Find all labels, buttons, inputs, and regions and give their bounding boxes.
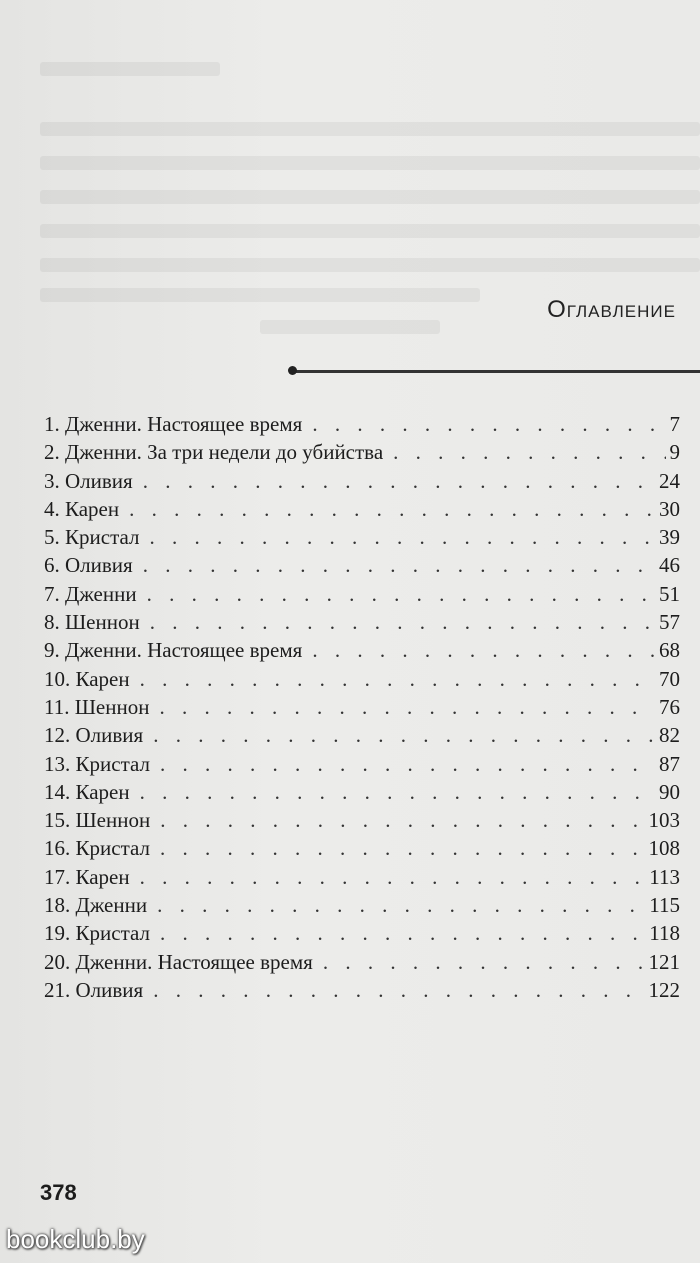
toc-dot-leader [312,636,655,664]
toc-entry [44,891,680,919]
toc-entry-title: 12. Оливия [44,723,144,748]
toc-entry-title: 14. Карен [44,779,130,804]
toc-entry [44,580,680,608]
toc-entry [44,495,680,523]
toc-entry-page: 76 [659,694,680,719]
toc-entry-title: 7. Дженни [44,581,137,606]
toc-dot-leader [160,834,645,862]
toc-entry-title: 5. Кристал [44,525,140,550]
toc-entry-page: 9 [669,440,680,465]
toc-dot-leader [159,693,655,721]
toc-entry-title: 20. Дженни. Настоящее время [44,949,313,974]
toc-entry [44,693,680,721]
toc-entry [44,523,680,551]
toc-entry-title: 1. Дженни. Настоящее время [44,412,303,436]
page-number: 378 [40,1180,77,1205]
toc-dot-leader [150,608,655,636]
toc-entry [44,636,680,664]
toc-entry-page: 57 [659,610,680,635]
watermark: bookclub.by [6,1223,145,1254]
toc-entry-page: 82 [659,723,680,748]
toc-entry-page: 103 [648,808,680,833]
bleed-through-line [40,122,700,136]
toc-entry [44,665,680,693]
toc-dot-leader [312,410,665,438]
toc-dot-leader [149,523,655,551]
toc-entry [44,608,680,636]
toc-entry-page: 87 [659,751,680,776]
toc-dot-leader [147,580,655,608]
toc-entry-page: 70 [659,666,680,691]
toc-entry [44,806,680,834]
toc-entry-page: 113 [649,864,680,889]
bleed-through-line [40,156,700,170]
toc-entry [44,438,680,466]
toc-entry-title: 18. Дженни [44,893,148,918]
toc-entry-title: 9. Дженни. Настоящее время [44,638,303,663]
toc-entry [44,919,680,947]
title-rule-dot [288,366,297,375]
toc-entry-title: 2. Дженни. За три недели до убийства [44,440,384,465]
table-of-contents [44,410,680,1004]
toc-dot-leader [143,551,655,579]
toc-entry [44,976,680,1004]
title-rule [290,370,700,373]
toc-entry [44,551,680,579]
toc-entry-title: 11. Шеннон [44,694,150,719]
toc-dot-leader [323,948,645,976]
toc-entry-page: 39 [659,525,680,550]
toc-entry-page: 51 [659,581,680,606]
toc-entry-title: 6. Оливия [44,553,133,578]
toc-entry [44,778,680,806]
toc-entry [44,410,680,438]
bleed-through-line [40,190,700,204]
toc-entry-page: 90 [659,779,680,804]
toc-entry [44,834,680,862]
toc-entry-title: 17. Карен [44,864,130,889]
toc-dot-leader [153,976,644,1004]
toc-entry-title: 21. Оливия [44,977,144,1002]
toc-entry [44,721,680,749]
toc-entry [44,948,680,976]
bleed-through-line [40,62,220,76]
toc-entry-page: 30 [659,496,680,521]
bleed-through-line [40,288,480,302]
toc-entry-title: 3. Оливия [44,468,133,493]
toc-entry-title: 4. Карен [44,496,120,521]
toc-entry-page: 118 [649,921,680,946]
toc-entry-page: 115 [649,893,680,918]
toc-entry-title: 15. Шеннон [44,808,151,833]
toc-dot-leader [140,665,655,693]
toc-entry [44,467,680,495]
toc-entry-page: 68 [659,638,680,663]
toc-entry [44,863,680,891]
toc-entry-page: 122 [648,977,680,1002]
toc-dot-leader [160,806,644,834]
toc-dot-leader [393,438,665,466]
toc-dot-leader [140,863,646,891]
toc-dot-leader [140,778,655,806]
bleed-through-line [260,320,440,334]
bleed-through-line [40,224,700,238]
toc-entry-title: 19. Кристал [44,921,150,946]
toc-dot-leader [153,721,655,749]
toc-dot-leader [160,750,655,778]
toc-entry-title: 10. Карен [44,666,130,691]
toc-dot-leader [157,891,645,919]
toc-entry-page: 108 [648,836,680,861]
toc-entry-title: 8. Шеннон [44,610,140,635]
toc-entry-title: 13. Кристал [44,751,150,776]
toc-dot-leader [143,467,655,495]
bleed-through-line [40,258,700,272]
toc-dot-leader [129,495,655,523]
toc-entry-page: 24 [659,468,680,493]
toc-entry-page: 7 [669,412,680,436]
toc-entry-page: 46 [659,553,680,578]
toc-entry-page: 121 [648,949,680,974]
toc-dot-leader [160,919,645,947]
toc-entry-title: 16. Кристал [44,836,150,861]
toc-entry [44,750,680,778]
page-title: Оглавление [547,296,676,323]
